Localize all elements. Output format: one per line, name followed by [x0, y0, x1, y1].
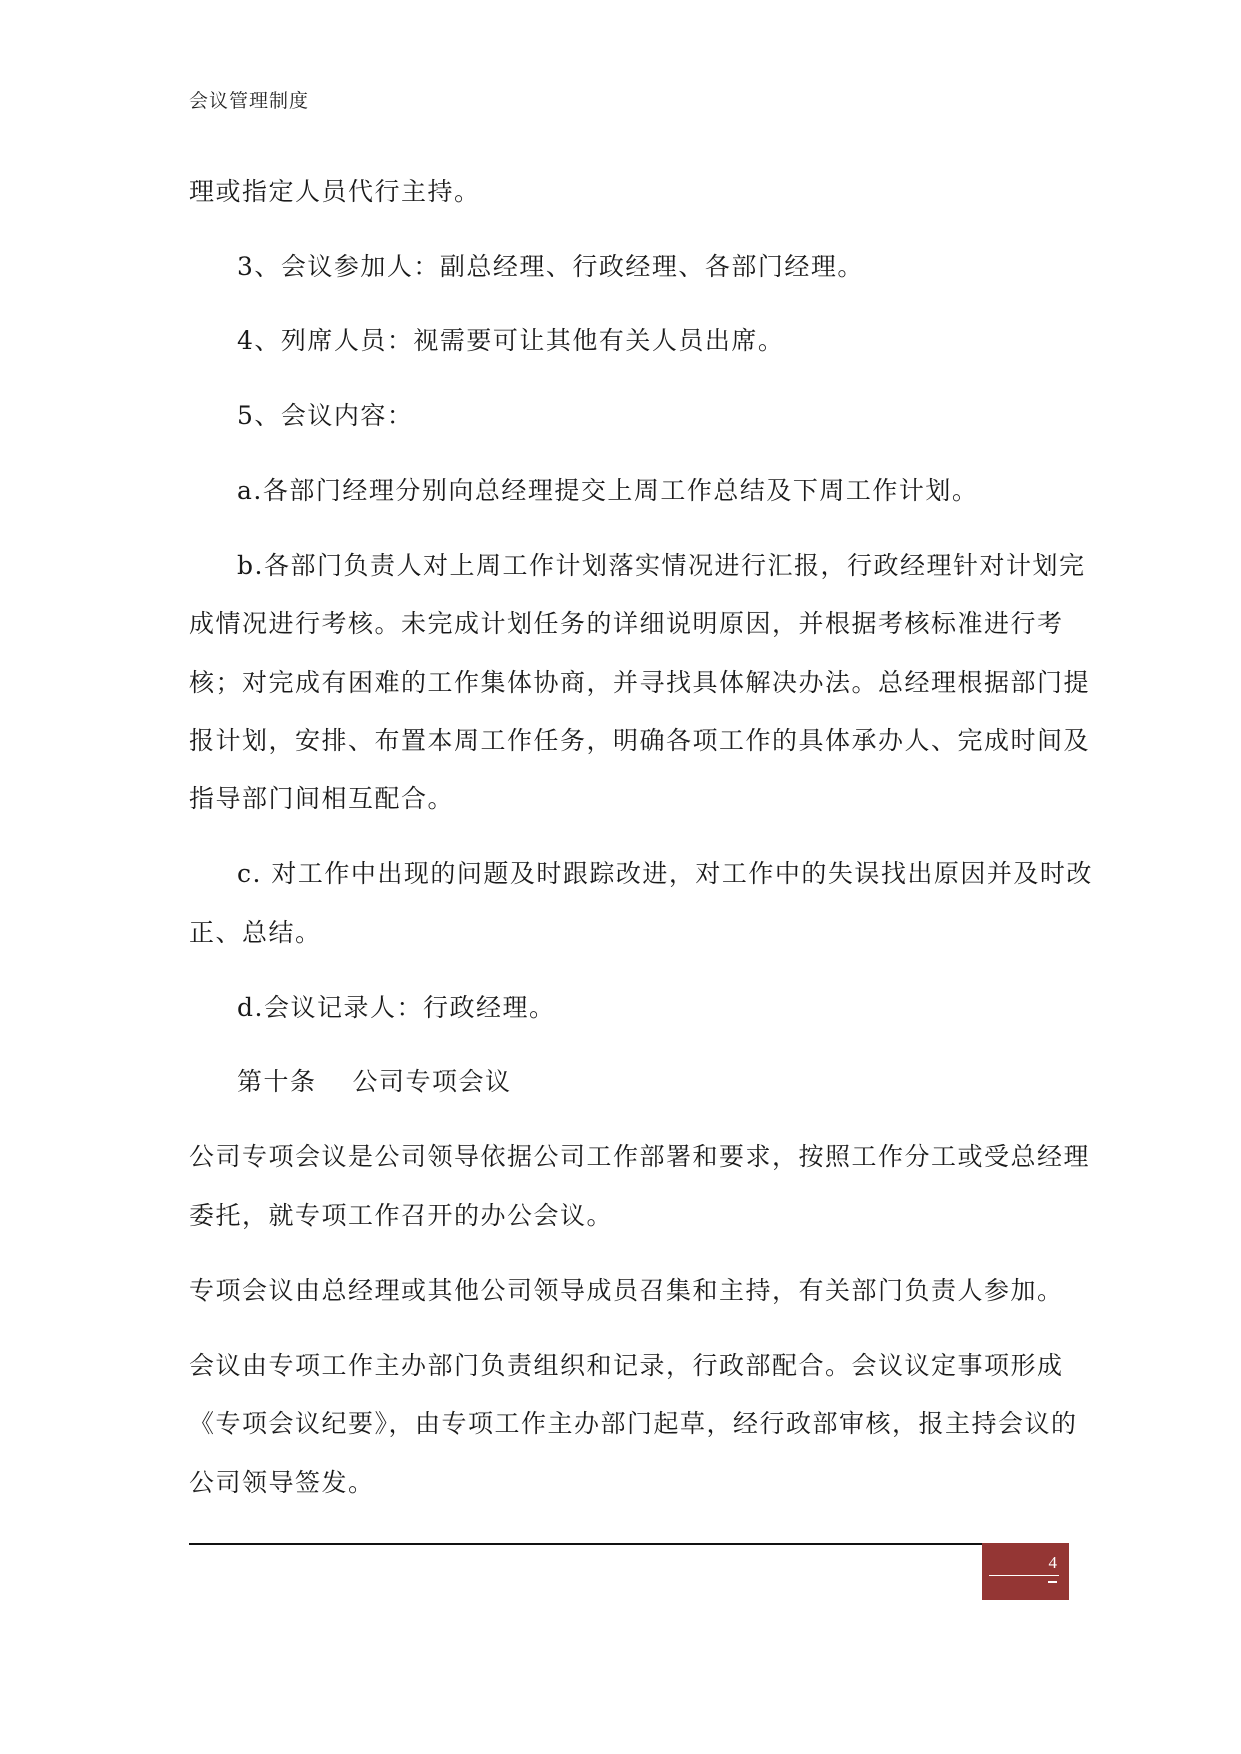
body-line: d.会议记录人：行政经理。 [237, 993, 556, 1022]
body-line: 会议由专项工作主办部门负责组织和记录，行政部配合。会议议定事项形成 [189, 1351, 1064, 1380]
body-line: 核；对完成有困难的工作集体协商，并寻找具体解决办法。总经理根据部门提 [189, 668, 1091, 697]
body-line: 指导部门间相互配合。 [189, 784, 455, 813]
page-box-divider [989, 1575, 1059, 1576]
body-line: 公司专项会议是公司领导依据公司工作部署和要求，按照工作分工或受总经理 [189, 1142, 1091, 1171]
page-number: 4 [1048, 1553, 1057, 1572]
body-line: 专项会议由总经理或其他公司领导成员召集和主持，有关部门负责人参加。 [189, 1276, 1064, 1305]
body-line: a.各部门经理分别向总经理提交上周工作总结及下周工作计划。 [237, 476, 979, 505]
body-line: 委托，就专项工作召开的办公会议。 [189, 1201, 614, 1230]
body-line: 成情况进行考核。未完成计划任务的详细说明原因，并根据考核标准进行考 [189, 609, 1064, 638]
body-line: 公司领导签发。 [189, 1468, 375, 1497]
body-line: 5、会议内容： [237, 401, 414, 430]
body-line: b.各部门负责人对上周工作计划落实情况进行汇报，行政经理针对计划完 [237, 551, 1086, 580]
footer-rule [189, 1543, 989, 1545]
body-line: 报计划，安排、布置本周工作任务，明确各项工作的具体承办人、完成时间及 [189, 726, 1091, 755]
section-heading: 第十条 公司专项会议 [237, 1067, 512, 1096]
body-line: 3、会议参加人：副总经理、行政经理、各部门经理。 [237, 252, 864, 281]
body-line: 4、列席人员：视需要可让其他有关人员出席。 [237, 326, 785, 355]
body-line: 正、总结。 [189, 918, 322, 947]
page-number-box [982, 1543, 1069, 1600]
body-line: 《专项会议纪要》，由专项工作主办部门起草，经行政部审核，报主持会议的 [189, 1409, 1078, 1438]
page-box-mark [1048, 1581, 1057, 1583]
body-line: c. 对工作中出现的问题及时跟踪改进，对工作中的失误找出原因并及时改 [237, 859, 1093, 888]
running-header: 会议管理制度 [189, 90, 310, 112]
body-line: 理或指定人员代行主持。 [189, 177, 481, 206]
